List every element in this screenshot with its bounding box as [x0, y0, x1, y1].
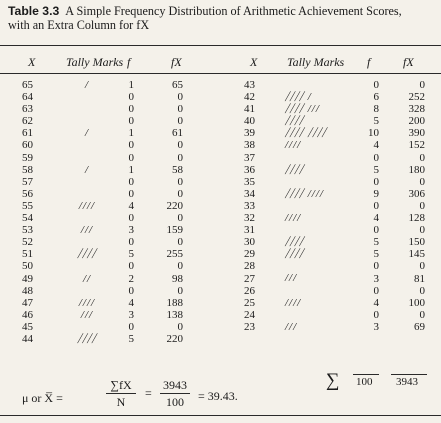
- formula-result: = 39.43.: [198, 389, 238, 403]
- left-f-cell: 0: [128, 115, 134, 128]
- right-fx-cell: 150: [408, 236, 425, 249]
- right-fx-cell: 0: [419, 260, 425, 273]
- right-fx-cell: 390: [408, 127, 425, 140]
- top-rule: [0, 45, 441, 46]
- left-x-cell: 57: [22, 175, 33, 188]
- left-fx-cell: 255: [166, 248, 183, 261]
- left-x-cell: 55: [22, 199, 33, 212]
- formula-numerator-1: ∑fX: [110, 378, 132, 392]
- right-x-cell: 39: [244, 127, 255, 140]
- right-x-cell: 41: [244, 103, 255, 116]
- left-fx-cell: 220: [166, 199, 183, 212]
- left-x-cell: 60: [22, 139, 33, 152]
- left-f-cell: 0: [128, 175, 134, 188]
- right-x-cell: 34: [244, 187, 255, 200]
- formula-fraction-line-2: [160, 393, 190, 394]
- right-tally-column: [285, 91, 345, 333]
- left-f-cell: 3: [128, 308, 134, 321]
- left-fx-cell: 138: [166, 308, 183, 321]
- left-tally-cell: [62, 236, 112, 248]
- left-fx-cell: 159: [166, 224, 183, 237]
- left-f-cell: 0: [128, 187, 134, 200]
- right-x-cell: 27: [244, 272, 255, 285]
- right-x-cell: 32: [244, 212, 255, 225]
- formula-equals: =: [145, 386, 152, 400]
- right-f-cell: 8: [373, 103, 379, 116]
- right-f-cell: 0: [373, 151, 379, 164]
- formula-denominator-2: 100: [166, 395, 184, 409]
- right-f-column: [355, 79, 379, 333]
- left-fx-cell: 0: [177, 139, 183, 152]
- right-f-cell: 0: [373, 284, 379, 297]
- right-tally-cell: [285, 224, 345, 236]
- left-fx-cell: 65: [172, 79, 183, 91]
- left-tally-cell: ///: [80, 308, 94, 321]
- right-fx-cell: 0: [419, 284, 425, 297]
- left-f-cell: 4: [128, 296, 134, 309]
- right-tally-cell: ⧸⧸⧸⧸: [285, 115, 304, 128]
- right-f-cell: 0: [373, 79, 379, 91]
- right-fx-cell: 100: [408, 296, 425, 309]
- left-x-cell: 56: [22, 187, 33, 200]
- left-fx-cell: 61: [172, 127, 183, 140]
- header-x-left: X: [28, 55, 36, 69]
- right-tally-cell: ///: [285, 272, 298, 285]
- left-tally-cell: ////: [78, 296, 96, 309]
- left-fx-cell: 58: [172, 163, 183, 176]
- right-tally-cell: [285, 200, 345, 212]
- left-f-cell: 4: [128, 199, 134, 212]
- fx-total-overline: [391, 374, 427, 375]
- right-fx-cell: 0: [419, 175, 425, 188]
- right-fx-cell: 152: [408, 139, 425, 152]
- left-f-cell: 1: [128, 79, 134, 91]
- right-tally-cell: ////: [285, 139, 302, 152]
- right-tally-cell: ///: [285, 320, 298, 333]
- left-f-cell: 3: [128, 224, 134, 237]
- left-x-cell: 59: [22, 151, 33, 164]
- right-x-column: [244, 79, 268, 333]
- header-f-right: f: [367, 55, 371, 69]
- left-x-cell: 63: [22, 103, 33, 116]
- left-fx-cell: 0: [177, 260, 183, 273]
- left-f-cell: 0: [128, 103, 134, 116]
- left-tally-cell: [62, 139, 112, 151]
- left-x-cell: 52: [22, 236, 33, 249]
- left-x-cell: 51: [22, 248, 33, 261]
- left-fx-cell: 220: [166, 332, 183, 345]
- left-x-cell: 65: [22, 79, 33, 91]
- right-tally-cell: ⧸⧸⧸⧸: [285, 248, 304, 261]
- left-f-cell: 0: [128, 260, 134, 273]
- left-x-cell: 48: [22, 284, 33, 297]
- formula-fraction-line-1: [106, 393, 136, 394]
- left-f-cell: 0: [128, 236, 134, 249]
- left-fx-cell: 0: [177, 91, 183, 104]
- right-f-cell: 3: [373, 272, 379, 285]
- right-tally-cell: ⧸⧸⧸⧸: [285, 163, 304, 176]
- left-tally-cell: /: [84, 79, 90, 91]
- sigma-symbol: ∑: [326, 370, 340, 391]
- right-x-cell: 26: [244, 284, 255, 297]
- left-fx-cell: 0: [177, 187, 183, 200]
- right-x-cell: 36: [244, 163, 255, 176]
- f-total: 100: [356, 376, 373, 388]
- right-tally-cell: ⧸⧸⧸⧸ ////: [285, 187, 324, 200]
- left-fx-cell: 0: [177, 236, 183, 249]
- left-fx-cell: 0: [177, 320, 183, 333]
- right-fx-cell: 128: [408, 212, 425, 225]
- table-title-line2: with an Extra Column for fX: [8, 18, 150, 32]
- right-fx-cell: 306: [408, 187, 425, 200]
- header-f-left: f: [127, 55, 131, 69]
- right-x-cell: 24: [244, 308, 255, 321]
- left-tally-cell: [62, 103, 112, 115]
- right-tally-cell: ////: [285, 296, 302, 309]
- right-f-cell: 4: [373, 212, 379, 225]
- right-fx-cell: 200: [408, 115, 425, 128]
- left-f-cell: 0: [128, 284, 134, 297]
- fx-total: 3943: [396, 376, 418, 388]
- right-fx-cell: 0: [419, 79, 425, 91]
- left-tally-cell: [62, 115, 112, 127]
- left-tally-cell: [62, 91, 112, 103]
- left-x-cell: 53: [22, 224, 33, 237]
- left-tally-cell: /: [84, 163, 90, 176]
- right-tally-cell: [285, 260, 345, 272]
- right-f-cell: 9: [373, 187, 379, 200]
- right-f-cell: 4: [373, 296, 379, 309]
- left-fx-cell: 0: [177, 212, 183, 225]
- left-tally-cell: [62, 321, 112, 333]
- left-fx-cell: 98: [172, 272, 183, 285]
- left-x-cell: 62: [22, 115, 33, 128]
- header-tally-right: Tally Marks: [287, 55, 345, 69]
- left-tally-cell: ////: [78, 199, 96, 212]
- right-fx-column: [395, 79, 425, 333]
- table-number: Table 3.3: [8, 4, 60, 18]
- f-total-overline: [353, 374, 379, 375]
- right-x-cell: 30: [244, 236, 255, 249]
- right-f-cell: 0: [373, 199, 379, 212]
- right-f-cell: 5: [373, 248, 379, 261]
- left-tally-cell: [62, 152, 112, 164]
- header-rule: [0, 73, 441, 74]
- right-f-cell: 3: [373, 320, 379, 333]
- right-fx-cell: 0: [419, 199, 425, 212]
- right-x-cell: 40: [244, 115, 255, 128]
- left-x-cell: 61: [22, 127, 33, 140]
- left-x-cell: 44: [22, 332, 33, 345]
- right-f-cell: 10: [368, 127, 379, 140]
- right-x-cell: 42: [244, 91, 255, 104]
- right-tally-cell: ⧸⧸⧸⧸ ///: [285, 103, 320, 116]
- left-tally-cell: [62, 212, 112, 224]
- left-f-cell: 0: [128, 212, 134, 225]
- left-f-cell: 2: [128, 272, 134, 285]
- right-tally-cell: [285, 176, 345, 188]
- left-f-cell: 0: [128, 320, 134, 333]
- header-fx-left: fX: [171, 55, 182, 69]
- header-fx-right: fX: [403, 55, 414, 69]
- right-f-cell: 5: [373, 163, 379, 176]
- left-f-cell: 5: [128, 332, 134, 345]
- right-x-cell: 37: [244, 151, 255, 164]
- left-x-column: [22, 79, 46, 345]
- right-f-cell: 0: [373, 308, 379, 321]
- right-tally-cell: [285, 285, 345, 297]
- table-title-line1: A Simple Frequency Distribution of Arithmetic Achievement Scores,: [65, 4, 402, 18]
- left-f-cell: 5: [128, 248, 134, 261]
- right-f-cell: 4: [373, 139, 379, 152]
- right-fx-cell: 145: [408, 248, 425, 261]
- left-fx-cell: 0: [177, 284, 183, 297]
- left-tally-cell: ///: [80, 224, 94, 237]
- left-tally-cell: ⧸⧸⧸⧸: [77, 248, 97, 261]
- left-x-cell: 58: [22, 163, 33, 176]
- right-f-cell: 0: [373, 260, 379, 273]
- right-fx-cell: 0: [419, 224, 425, 237]
- right-tally-cell: [285, 151, 345, 163]
- right-tally-cell: ⧸⧸⧸⧸ /: [285, 91, 312, 103]
- left-x-cell: 46: [22, 308, 33, 321]
- left-f-cell: 0: [128, 151, 134, 164]
- left-f-cell: 1: [128, 163, 134, 176]
- left-tally-cell: /: [84, 127, 90, 140]
- right-x-cell: 33: [244, 199, 255, 212]
- right-x-cell: 28: [244, 260, 255, 273]
- left-f-cell: 0: [128, 91, 134, 104]
- right-fx-cell: 0: [419, 151, 425, 164]
- right-fx-cell: 252: [408, 91, 425, 104]
- right-f-cell: 5: [373, 236, 379, 249]
- left-tally-cell: [62, 176, 112, 188]
- left-x-cell: 45: [22, 320, 33, 333]
- left-x-cell: 47: [22, 296, 33, 309]
- right-x-cell: 31: [244, 224, 255, 237]
- formula-numerator-2: 3943: [163, 378, 187, 392]
- header-x-right: X: [250, 55, 258, 69]
- right-tally-cell: ////: [285, 211, 302, 224]
- right-f-cell: 0: [373, 175, 379, 188]
- left-f-cell: 1: [128, 127, 134, 140]
- right-f-cell: 0: [373, 224, 379, 237]
- left-tally-cell: [62, 260, 112, 272]
- right-fx-cell: 81: [414, 272, 425, 285]
- right-f-cell: 6: [373, 91, 379, 104]
- right-fx-cell: 180: [408, 163, 425, 176]
- right-fx-cell: 328: [408, 103, 425, 116]
- left-fx-cell: 0: [177, 115, 183, 128]
- left-x-cell: 49: [22, 272, 33, 285]
- right-fx-cell: 0: [419, 308, 425, 321]
- formula-lhs: μ or X̅ =: [22, 391, 63, 405]
- right-x-cell: 23: [244, 320, 255, 333]
- right-tally-cell: [285, 309, 345, 321]
- left-fx-column: [155, 79, 183, 345]
- right-fx-cell: 69: [414, 320, 425, 333]
- left-x-cell: 64: [22, 91, 33, 104]
- left-tally-cell: [62, 285, 112, 297]
- left-x-cell: 50: [22, 260, 33, 273]
- right-x-cell: 35: [244, 175, 255, 188]
- formula-denominator-1: N: [116, 395, 126, 409]
- table-title: [8, 4, 433, 32]
- left-tally-cell: [62, 188, 112, 200]
- left-fx-cell: 0: [177, 175, 183, 188]
- left-fx-cell: 0: [177, 151, 183, 164]
- right-x-cell: 38: [244, 139, 255, 152]
- right-x-cell: 43: [244, 79, 255, 91]
- header-tally-left: Tally Marks: [66, 55, 124, 69]
- right-x-cell: 29: [244, 248, 255, 261]
- right-f-cell: 5: [373, 115, 379, 128]
- left-f-cell: 0: [128, 139, 134, 152]
- left-fx-cell: 188: [166, 296, 183, 309]
- bottom-rule: [0, 415, 441, 416]
- left-f-column: [118, 79, 134, 345]
- right-tally-cell: ⧸⧸⧸⧸ ⧸⧸⧸⧸: [285, 127, 327, 140]
- left-tally-cell: //: [82, 272, 92, 285]
- right-tally-cell: ⧸⧸⧸⧸: [285, 236, 304, 249]
- left-fx-cell: 0: [177, 103, 183, 116]
- left-x-cell: 54: [22, 212, 33, 225]
- left-tally-column: [62, 79, 112, 345]
- left-tally-cell: ⧸⧸⧸⧸: [77, 332, 97, 345]
- right-x-cell: 25: [244, 296, 255, 309]
